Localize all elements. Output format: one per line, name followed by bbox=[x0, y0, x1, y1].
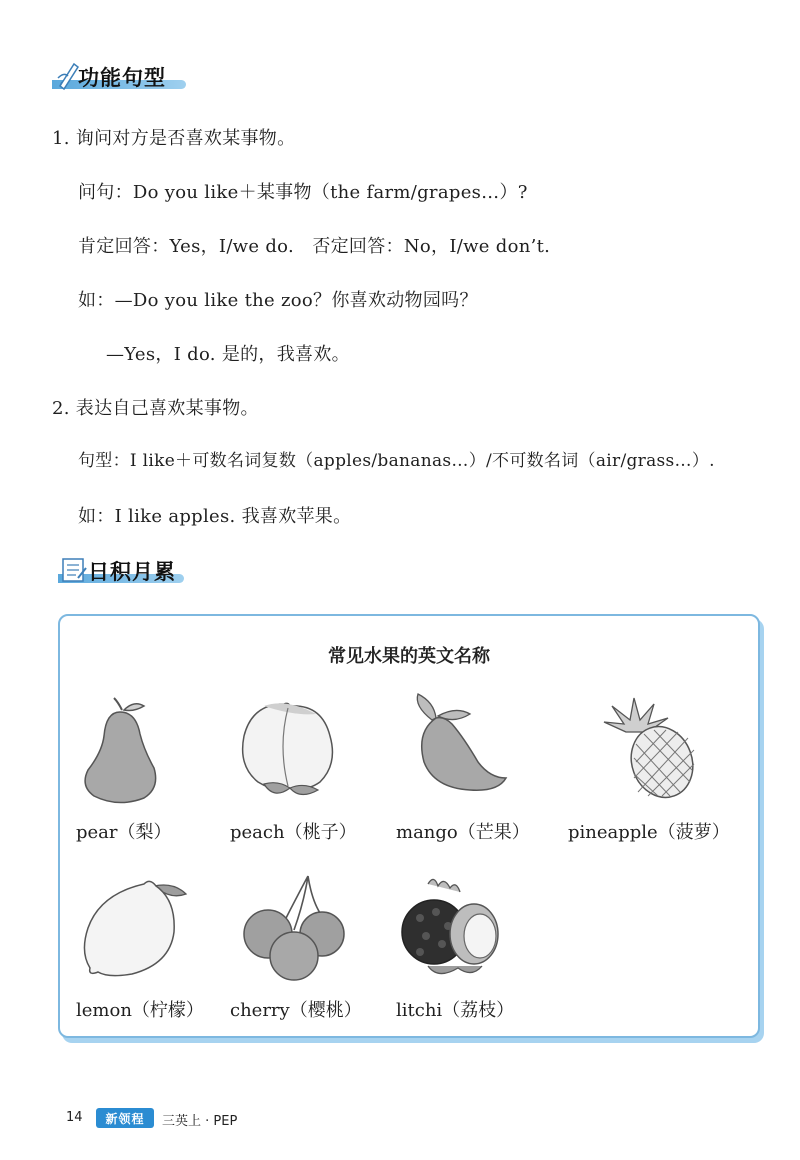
item-1-heading: 1. 询问对方是否喜欢某事物。 bbox=[52, 128, 296, 149]
fruit-vocab-card bbox=[58, 614, 760, 1038]
item-1-answers: 肯定回答：Yes，I/we do. 否定回答：No，I/we don’t. bbox=[78, 236, 551, 257]
section-title: 功能句型 bbox=[78, 66, 166, 90]
fruit-label-lemon: lemon（柠檬） bbox=[76, 1000, 204, 1021]
section-title: 日积月累 bbox=[88, 560, 176, 584]
pineapple-icon bbox=[596, 692, 706, 802]
peach-icon bbox=[234, 696, 344, 806]
notebook-icon bbox=[60, 556, 88, 584]
fruit-label-litchi: litchi（荔枝） bbox=[396, 1000, 515, 1021]
item-1-example-question: 如：—Do you like the zoo？你喜欢动物园吗？ bbox=[78, 290, 478, 311]
section-header-vocab bbox=[58, 556, 188, 586]
item-2-heading: 2. 表达自己喜欢某事物。 bbox=[52, 398, 259, 419]
lemon-icon bbox=[78, 872, 188, 982]
fruit-label-mango: mango（芒果） bbox=[396, 822, 530, 843]
fruit-label-peach: peach（桃子） bbox=[230, 822, 357, 843]
page-number: 14 bbox=[66, 1110, 83, 1125]
section-header-functional bbox=[52, 62, 192, 92]
mango-icon bbox=[408, 692, 518, 802]
litchi-icon bbox=[398, 872, 508, 982]
pear-icon bbox=[78, 696, 168, 806]
cherry-icon bbox=[238, 872, 348, 982]
book-title: 三英上 · PEP bbox=[162, 1114, 238, 1129]
pen-icon bbox=[54, 60, 80, 90]
item-1-example-answer: —Yes，I do. 是的，我喜欢。 bbox=[106, 344, 350, 365]
item-2-pattern: 句型：I like＋可数名词复数（apples/bananas…）/不可数名词（air/grass…）. bbox=[78, 451, 715, 471]
item-2-example: 如：I like apples. 我喜欢苹果。 bbox=[78, 506, 352, 527]
fruit-label-cherry: cherry（樱桃） bbox=[230, 1000, 362, 1021]
brand-badge: 新领程 bbox=[96, 1108, 154, 1128]
fruit-label-pear: pear（梨） bbox=[76, 822, 172, 843]
card-title: 常见水果的英文名称 bbox=[328, 646, 490, 667]
fruit-label-pineapple: pineapple（菠萝） bbox=[568, 822, 730, 843]
item-1-question: 问句：Do you like＋某事物（the farm/grapes…）? bbox=[78, 182, 528, 203]
